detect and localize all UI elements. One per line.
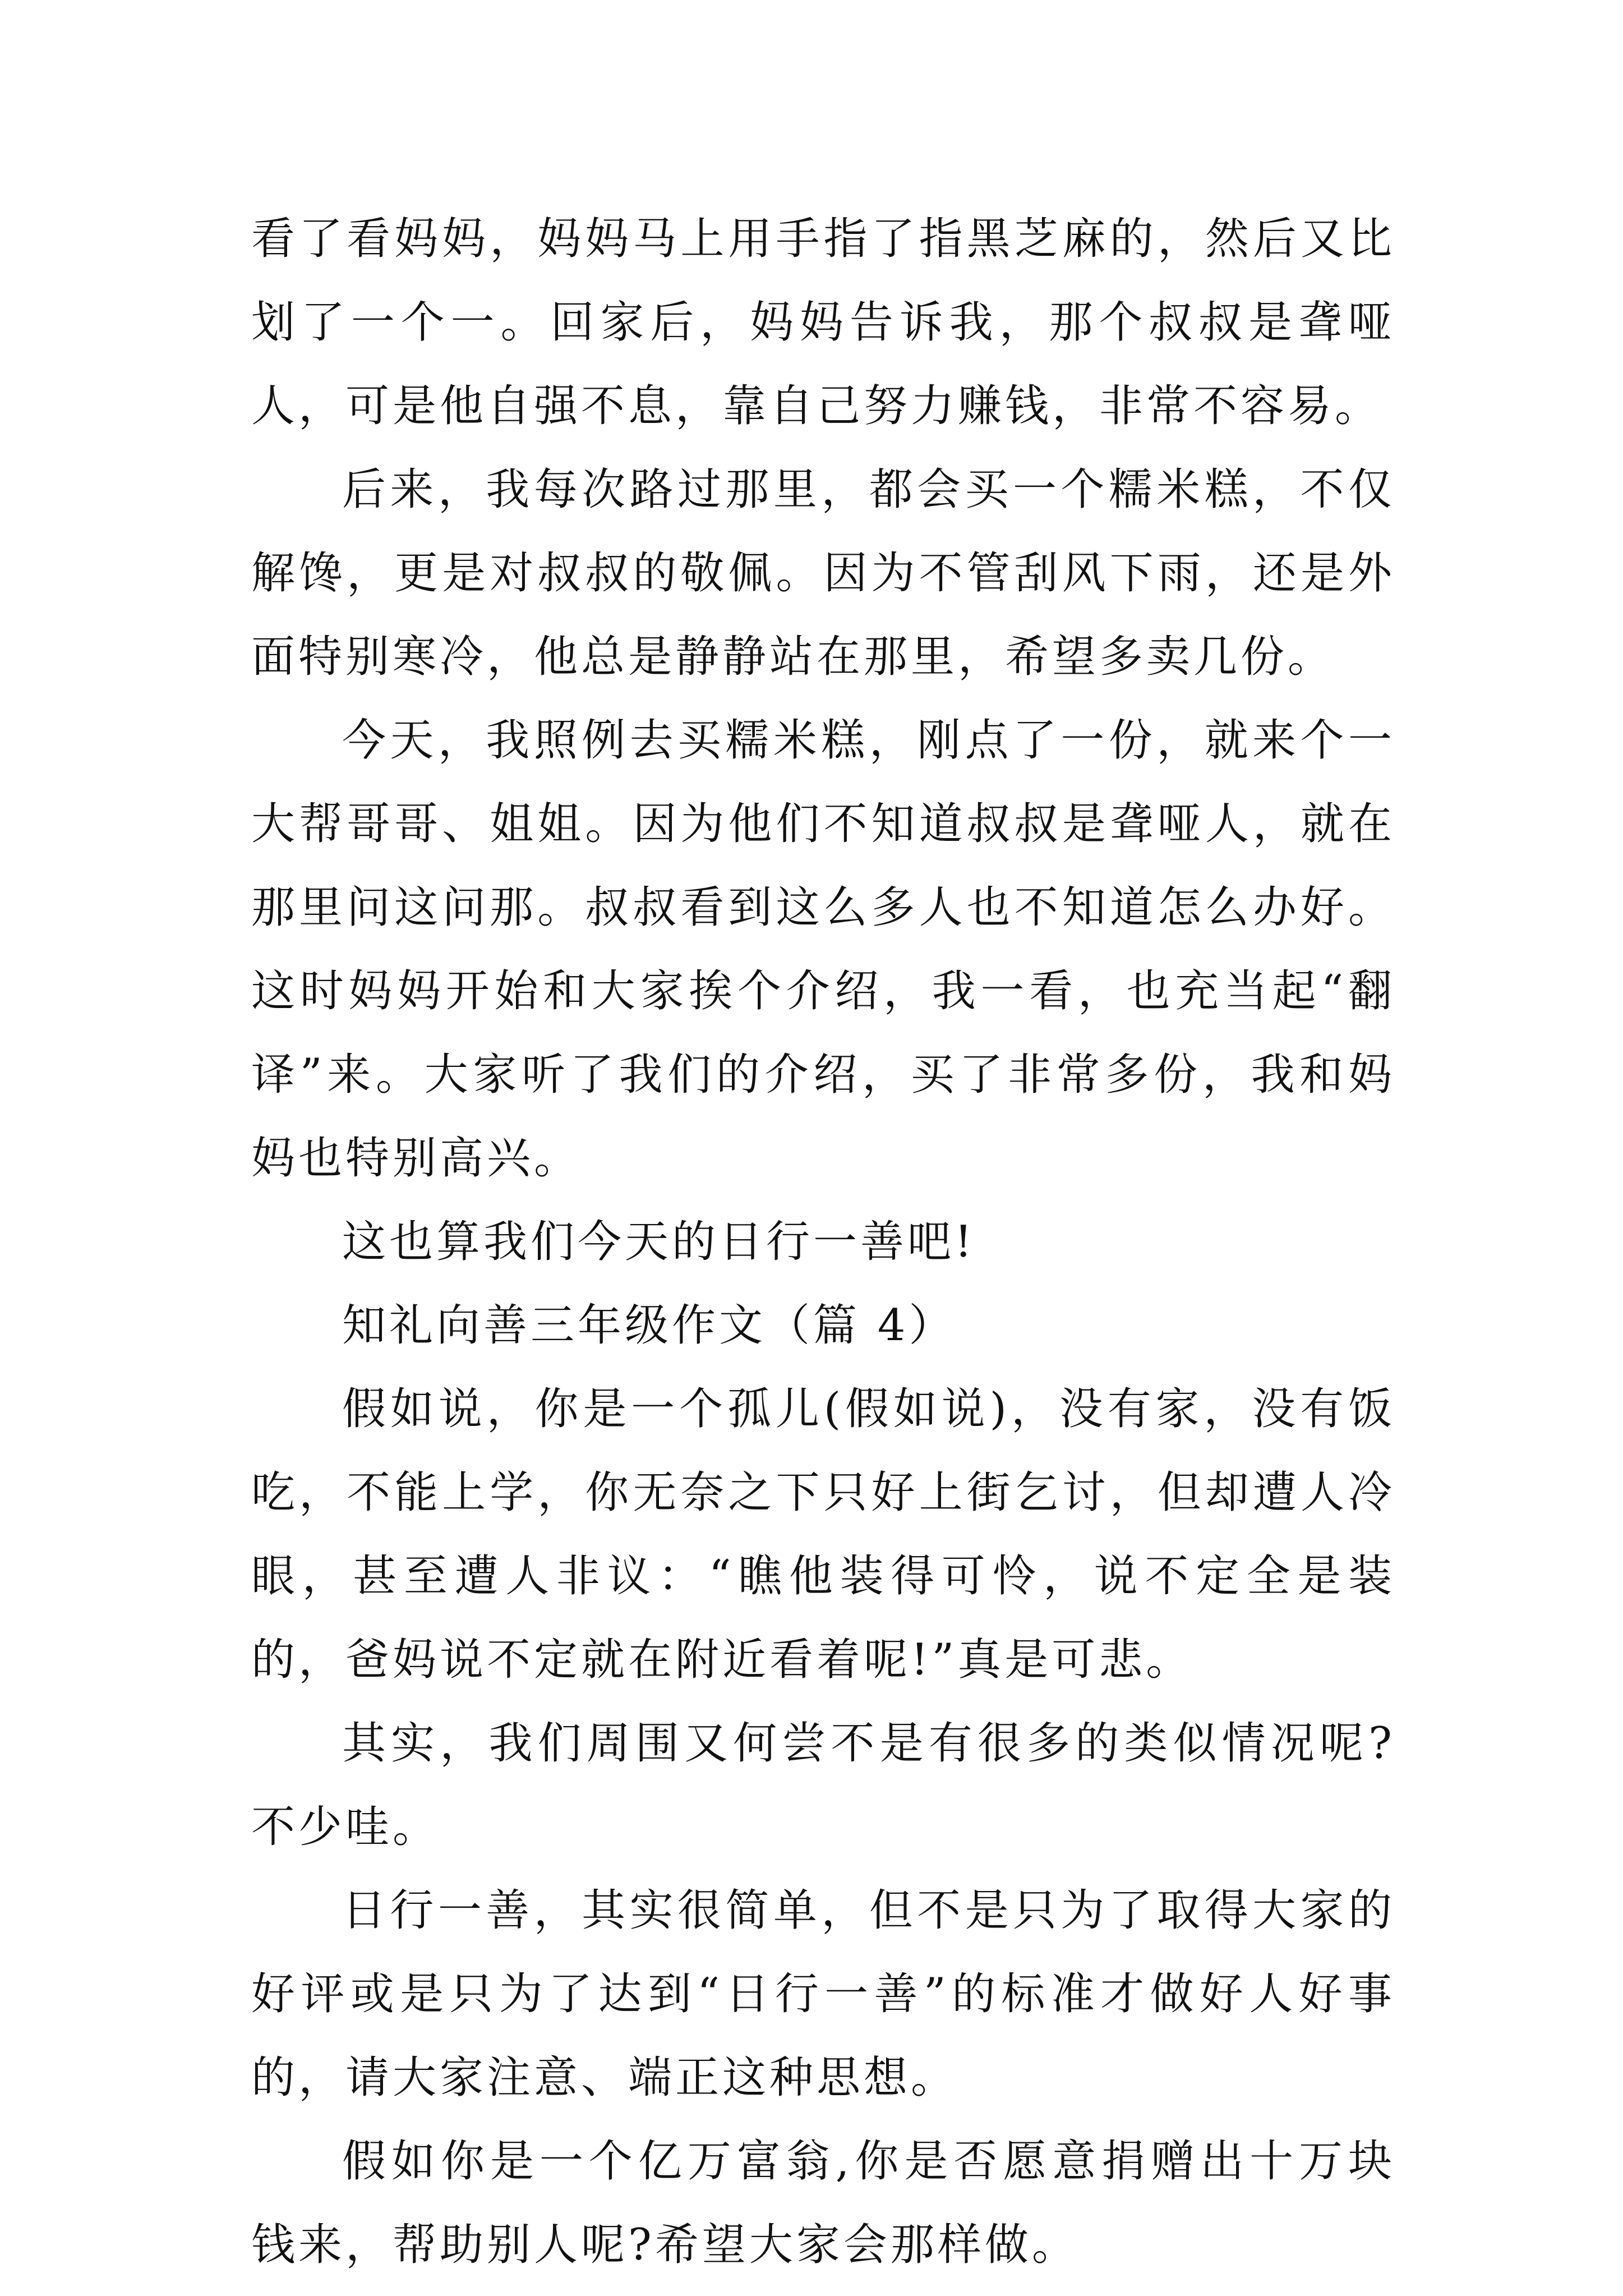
paragraph-7: 日行一善，其实很简单，但不是只为了取得大家的好评或是只为了达到“日行一善”的标准才做好人好事的，请大家注意、端正这种思想。: [251, 1885, 1395, 2103]
section-heading: 知礼向善三年级作文（篇 4）: [342, 1300, 956, 1351]
paragraph-8: 假如你是一个亿万富翁,你是否愿意捐赠出十万块钱来，帮助别人呢?希望大家会那样做。: [251, 2136, 1395, 2270]
document-body: [251, 197, 1395, 2287]
paragraph-2: 后来，我每次路过那里，都会买一个糯米糕，不仅解馋，更是对叔叔的敬佩。因为不管刮风下雨，还是外面特别寒冷，他总是静静站在那里，希望多卖几份。: [251, 464, 1395, 682]
paragraph-4: 这也算我们今天的日行一善吧!: [342, 1217, 976, 1267]
paragraph-1: 看了看妈妈，妈妈马上用手指了指黑芝麻的，然后又比划了一个一。回家后，妈妈告诉我，那个叔叔是聋哑人，可是他自强不息，靠自己努力赚钱，非常不容易。: [251, 214, 1395, 431]
paragraph-6: 其实，我们周围又何尝不是有很多的类似情况呢?不少哇。: [251, 1718, 1395, 1852]
paragraph-5: 假如说，你是一个孤儿(假如说)，没有家，没有饭吃，不能上学，你无奈之下只好上街乞讨，但却遭人冷眼，甚至遭人非议：“瞧他装得可怜，说不定全是装的，爸妈说不定就在附近看着呢!”真是可悲。: [251, 1384, 1395, 1685]
paragraph-3: 今天，我照例去买糯米糕，刚点了一份，就来个一大帮哥哥、姐姐。因为他们不知道叔叔是聋哑人，就在那里问这问那。叔叔看到这么多人也不知道怎么办好。这时妈妈开始和大家挨个介绍，我一看，也充当起“翻译”来。大家听了我们的介绍，买了非常多份，我和妈妈也特别高兴。: [251, 715, 1395, 1184]
